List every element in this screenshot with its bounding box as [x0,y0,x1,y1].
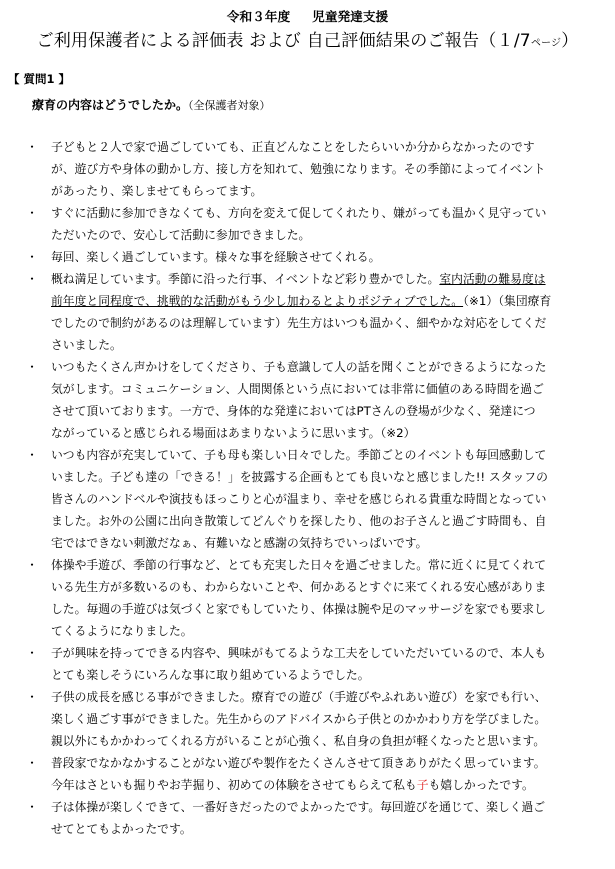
answer-line: があったり、楽しませてもらってます。 [51,184,263,198]
answer-item [26,444,606,554]
answer-line: 宅ではできない刺激だなぁ、有難いなと感謝の気持ちでいっぱいです。 [51,536,428,550]
answer-line: 子が興味を持ってできる内容や、興味がもてるような工夫をしていただいているので、本人も [51,646,546,660]
answer-text: ながっていると感じられる場面はあまりないように思います。 [51,426,381,440]
header-subtitle [0,6,615,25]
page-number: １/7 [496,31,531,51]
answer-line: さいました。 [51,338,122,352]
answer-line: 子どもと２人で家で過ごしていても、正直どんなことをしたらいいか分からなかったのです [51,140,535,154]
answer-item [26,268,606,356]
answer-item [26,246,606,268]
answer-line [51,268,606,290]
answer-text: 概ね満足しています。季節に沿った行事、イベントなど彩り豊かでした。 [51,272,440,286]
question-scope: （全保護者対象） [188,99,271,112]
title-close: ） [561,31,579,51]
answer-line: 親以外にもかかわってくれる方がいることが心強く、私自身の負担が軽くなったと思います。 [51,734,546,748]
bullet: ・ [26,206,38,220]
question-text [32,96,271,113]
answer-line: 皆さんのハンドベルや演技もほっこりと心が温まり、幸せを感じられる貴重な時間となってい [51,492,547,506]
answer-line: 体操や手遊び、季節の行事など、とても充実した日々を過ごせました。常に近くに見てくれて [51,558,546,572]
answer-line [51,774,606,796]
answer-item [26,554,606,642]
answer-text: も嬉しかったです。 [428,778,534,792]
answer-item [26,686,606,752]
answer-line [51,422,606,444]
page-title [0,26,615,51]
bullet: ・ [26,558,38,572]
answer-line: とても楽しそうにいろんな事に取り組めているようでした。 [51,668,370,682]
answer-line: 子は体操が楽しくできて、一番好きだったのでよかったです。毎回遊びを通じて、楽しく過ご [51,800,546,814]
answer-line [51,290,606,312]
answer-line: いつもたくさん声かけをしてくださり、子も意識して人の話を聞くことができるようになった [51,360,547,374]
answer-line: いる先生方が多数いるのも、わからないことや、何かあるとすぐに来てくれる安心感がありま [51,580,547,594]
question-label: 【 質問1 】 [8,72,71,86]
answer-line: すぐに活動に参加できなくても、方向を変えて促してくれたり、嫌がっても温かく見守ってい [51,206,547,220]
underlined-text: 前年度と同程度で、挑戦的な活動がもう少し加わるとよりポジティブでした。 [51,294,464,308]
answer-text: 今年はさといも掘りやお芋掘り、初めての体験をさせてもらえて私も [51,778,417,792]
footnote-ref: （※1）（集団療育 [463,294,552,308]
answer-item [26,642,606,686]
answer-line: した。毎週の手遊びは気づくと家でもしていたり、体操は腕や足のマッサージを家でも要求し [51,602,546,616]
answer-item [26,136,606,202]
answer-line: 毎回、楽しく過ごしています。様々な事を経験させてくれる。 [51,250,381,264]
bullet: ・ [26,690,38,704]
answer-item [26,796,606,840]
answer-line: ただいたので、安心して活動に参加できました。 [51,228,311,242]
answer-line: いました。子ども達の「できる！」を披露する企画もとても良いなと感じました!! スタッフの [51,470,548,484]
answer-line: いつも内容が充実していて、子も母も楽しい日々でした。季節ごとのイベントも毎回感動して [51,448,547,462]
title-text: ご利用保護者による評価表 および 自己評価結果のご報告（ [36,31,497,51]
page-suffix: ページ [530,38,562,49]
answer-line: ました。お外の公園に出向き散策してどんぐりを探したり、他のお子さんと過ごす時間も、自 [51,514,547,528]
answer-item [26,752,606,796]
answer-line: 子供の成長を感じる事ができました。療育での遊び（手遊びやふれあい遊び）を家でも行い、 [51,690,547,704]
bullet: ・ [26,360,38,374]
bullet: ・ [26,800,38,814]
bullet: ・ [26,272,38,286]
answer-line: 気がします。コミュニケーション、人間関係という点においては非常に価値のある時間を過ご [51,382,544,396]
bullet: ・ [26,756,38,770]
bullet: ・ [26,250,38,264]
underlined-text: 室内活動の難易度は [439,272,546,286]
answer-line: てくるようになりました。 [51,624,193,638]
fiscal-year: 令和３年度 [226,9,291,24]
highlighted-char: 子 [416,778,429,792]
answer-line: が、遊び方や身体の動かし方、接し方を知れて、勉強になります。その季節によってイベント [51,162,546,176]
answer-line: でしたので制約があるのは理解しています）先生方はいつも温かく、細やかな対応をしてくだ [51,316,547,330]
answer-item [26,356,606,444]
answer-item [26,202,606,246]
footnote-ref: （※2） [380,426,416,440]
service-name: 児童発達支援 [312,9,389,24]
question-main: 療育の内容はどうでしたか。 [32,98,189,112]
bullet: ・ [26,140,38,154]
answer-line: させて頂いております。一方で、身体的な発達においてはPTさんの登場が少なく、発達につ [51,404,536,418]
bullet: ・ [26,646,38,660]
answer-list [26,136,606,840]
answer-line: せてとてもよかったです。 [51,822,192,836]
answer-line: 普段家でなかなかすることがない遊びや製作をたくさんさせて頂きありがたく思っています。 [51,756,546,770]
bullet: ・ [26,448,38,462]
answer-line: 楽しく過ごす事ができました。先生からのアドバイスから子供とのかかわり方を学びました。 [51,712,547,726]
